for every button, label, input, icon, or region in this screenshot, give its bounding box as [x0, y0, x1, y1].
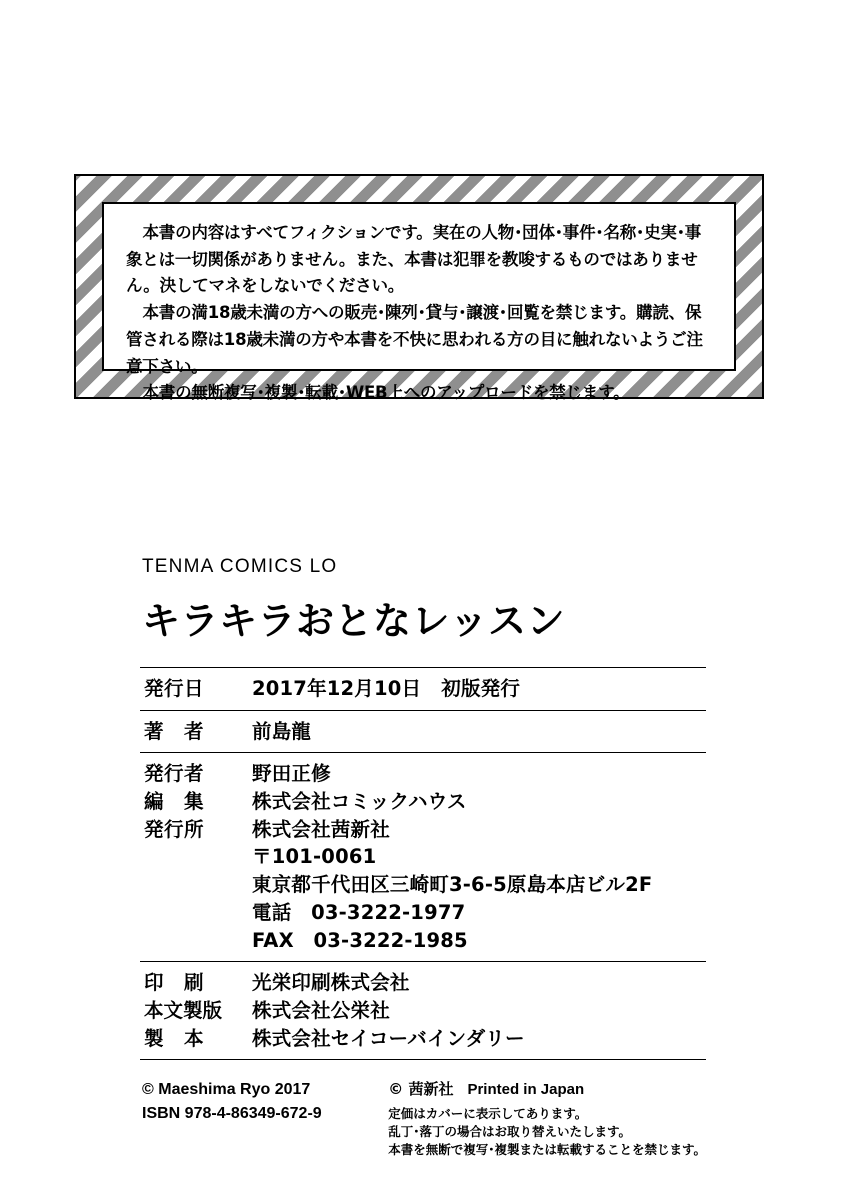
disclaimer-paragraph: 本書の無断複写･複製･転載･WEB上へのアップロードを禁じます。 — [142, 383, 630, 403]
colophon-row — [140, 927, 706, 955]
copyright-line: © Maeshima Ryo 2017 — [142, 1081, 311, 1098]
colophon-row-value: FAX 03-3222-1985 — [252, 928, 468, 952]
publisher-mark-line — [388, 1079, 706, 1101]
colophon-row — [140, 675, 706, 703]
isbn-line: ISBN 978-4-86349-672-9 — [142, 1105, 322, 1122]
colophon-block-publication — [140, 668, 706, 710]
colophon-row — [140, 997, 706, 1025]
disclaimer-text-panel — [102, 202, 736, 403]
publisher-mark: © 茜新社 — [388, 1080, 454, 1098]
colophon-row-label: 編 集 — [144, 790, 205, 814]
colophon-row — [140, 788, 706, 816]
colophon — [140, 556, 706, 1060]
colophon-block-author — [140, 711, 706, 753]
colophon-row-value: 東京都千代田区三崎町3-6-5原島本店ビル2F — [252, 873, 653, 897]
page-title: キラキラおとなレッスン — [142, 599, 566, 643]
colophon-row-value: 〒101-0061 — [252, 845, 377, 869]
colophon-row-label: 製 本 — [144, 1026, 205, 1050]
disclaimer-box — [74, 174, 764, 403]
divider — [140, 1059, 706, 1060]
colophon-row-label: 印 刷 — [144, 971, 205, 995]
colophon-row — [140, 969, 706, 997]
colophon-row-label: 発行所 — [144, 817, 205, 841]
colophon-row-label: 著 者 — [144, 719, 205, 743]
footer-notes-block — [388, 1078, 706, 1159]
colophon-row-value: 前島龍 — [252, 719, 312, 743]
printed-in-japan: Printed in Japan — [467, 1081, 585, 1098]
colophon-row — [140, 760, 706, 788]
colophon-row-value: 電話 03-3222-1977 — [252, 900, 466, 924]
colophon-row-value: 株式会社セイコーバインダリー — [252, 1026, 525, 1050]
disclaimer-paragraph: 本書の満18歳未満の方への販売･陳列･貸与･譲渡･回覧を禁じます。購読、保管される際は18歳未満の方や本書を不快に思われる方の目に触れないようご注意下さい。 — [126, 303, 703, 376]
footer-note: 本書を無断で複写･複製または転載することを禁じます。 — [388, 1142, 706, 1157]
colophon-row — [140, 718, 706, 746]
colophon-row-label: 発行日 — [144, 677, 205, 700]
colophon-block-printing — [140, 962, 706, 1059]
colophon-row — [140, 843, 706, 871]
colophon-row-value: 光栄印刷株式会社 — [252, 971, 410, 995]
colophon-row — [140, 899, 706, 927]
colophon-row-value: 株式会社コミックハウス — [252, 790, 467, 814]
colophon-row-value: 2017年12月10日 初版発行 — [252, 677, 521, 700]
colophon-row-value: 野田正修 — [252, 762, 331, 786]
colophon-block-publisher — [140, 753, 706, 961]
footer-copyright-block — [140, 1078, 322, 1126]
colophon-row-label: 本文製版 — [144, 998, 223, 1022]
colophon-row-label: 発行者 — [144, 762, 205, 786]
colophon-row-value: 株式会社公栄社 — [252, 998, 390, 1022]
footer — [140, 1078, 706, 1159]
footer-note: 乱丁･落丁の場合はお取り替えいたします。 — [388, 1123, 631, 1139]
colophon-row — [140, 871, 706, 899]
colophon-row — [140, 816, 706, 844]
colophon-row-value: 株式会社茜新社 — [252, 817, 390, 841]
disclaimer-paragraph: 本書の内容はすべてフィクションです。実在の人物･団体･事件･名称･史実･事象とは一切関係がありません。また、本書は犯罪を教唆するものではありません。決してマネをしないでください。 — [126, 223, 702, 296]
footer-note: 定価はカバーに表示してあります。 — [388, 1105, 588, 1121]
series-label: TENMA COMICS LO — [142, 556, 338, 577]
colophon-row — [140, 1025, 706, 1053]
